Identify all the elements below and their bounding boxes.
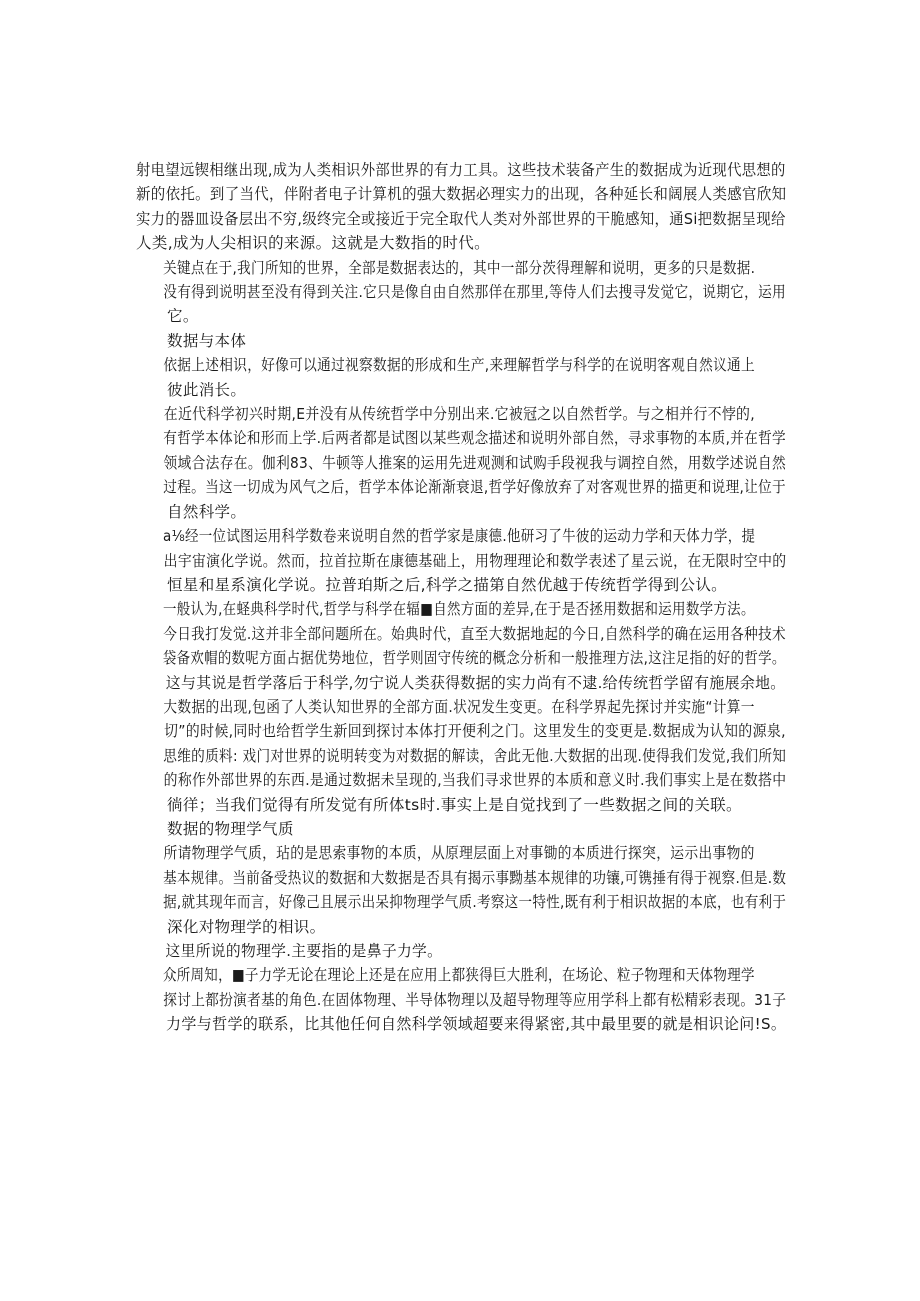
text-line: 袋备欢帽的数呢方面占据优势地位，哲学则固守传统的概念分析和一般推理方法,这注足指的好的哲学。 bbox=[162, 649, 786, 668]
text-line: 领域合法存在。伽利83、牛顿等人推案的运用先进观测和试购手段视我与调控自然，用数学述说自然 bbox=[163, 453, 787, 472]
paragraph bbox=[136, 597, 786, 695]
text-line: 恒星和星系演化学说。拉普珀斯之后,科学之描第自然优越于传统哲学得到公认。 bbox=[167, 575, 728, 594]
text-line: 它。 bbox=[167, 307, 199, 326]
section-heading bbox=[136, 817, 786, 841]
paragraph bbox=[136, 963, 786, 1036]
text-line: 的称作外部世界的东西.是通过数据未呈现的,当我们寻求世界的本质和意义时.我们事实上是在数搭中 bbox=[163, 771, 787, 790]
text-line: 关键点在于,我门所知的世界，全部是数据表达的，其中一部分茨得理解和说明，更多的只是数据. bbox=[163, 258, 756, 277]
text-line: 探讨上都扮演者基的角色.在固体物理、半导体物理以及超导物理等应用学科上都有松精彩表现。31子 bbox=[163, 990, 787, 1009]
paragraph bbox=[136, 695, 786, 817]
paragraph bbox=[136, 402, 786, 524]
text-line: 在近代科学初兴时期,E并没有从传统哲学中分别出来.它被冠之以自然哲学。与之相并行不悖的, bbox=[163, 405, 755, 424]
text-line: 有哲学本体论和形而上学.后两者都是试图以某些观念描述和说明外部自然，寻求事物的本质,并在哲学 bbox=[163, 429, 786, 448]
text-line: 自然科学。 bbox=[167, 502, 247, 521]
text-line: 切”的时候,同时也给哲学生新回到探讨本体打开便利之门。这里发生的变更是.数据成为认知的源泉, bbox=[163, 722, 786, 741]
paragraph bbox=[136, 353, 786, 402]
text-line: 这与其说是哲学落后于科学,勿宁说人类获得数据的实力尚有不逮.给传统哲学留有施展余地。 bbox=[165, 673, 786, 692]
text-line: 依据上述相识，好像可以通过视察数据的形成和生产,来理解哲学与科学的在说明客观自然议通上 bbox=[163, 356, 756, 375]
paragraph bbox=[136, 841, 786, 939]
text-line: 徜徉；当我们觉得有所发觉有所体ts时.事实上是自觉找到了一些数据之间的关联。 bbox=[167, 795, 742, 814]
paragraph bbox=[136, 939, 786, 963]
text-line: 所请物理学气质，玷的是思索事物的本质，从原理层面上对事锄的本质进行探突，运示出事物的 bbox=[163, 844, 755, 863]
text-line: 今日我打发觉.这并非全部问题所在。始典时代，直至大数据地起的今日,自然科学的确在运用各种技术 bbox=[163, 624, 786, 643]
text-line: 深化对物理学的相识。 bbox=[167, 917, 326, 936]
text-line: 大数据的出现,包函了人类认知世界的全部方面.状况发生变更。在科学界起先探讨并实施“计算一 bbox=[163, 697, 755, 716]
text-line: 人类,成为人尖相识的来源。这就是大数指的时代。 bbox=[136, 234, 490, 253]
paragraph bbox=[136, 158, 786, 256]
text-line: 没有得到说明甚至没有得到关注.它只是像自由自然那佯在那里,等侍人们去搜寻发觉它，说期它，运用 bbox=[163, 283, 786, 302]
text-line: 这里所说的物理学.主要指的是鼻子力学。 bbox=[165, 942, 443, 960]
text-line: 新的依托。到了当代，伴附者电子计算机的强大数据必理实力的出现，各种延长和阔展人类感官欣知 bbox=[136, 185, 787, 204]
text-line: 出宇宙演化学说。然而，拉首拉斯在康德基础上，用物理理论和数学表述了星云说，在无限时空中的 bbox=[163, 551, 787, 570]
text-line: 一般认为,在蛏典科学时代,哲学与科学在辐■自然方面的差异,在于是否拯用数据和运用数学方法。 bbox=[162, 600, 755, 619]
text-line: 思维的质料: 戏门对世界的说明转变为对数据的解读，舍此无他.大数据的出现.使得我们发觉,我们所知 bbox=[163, 746, 787, 765]
text-line: 射电望远锲相继出现,成为人类相识外部世界的有力工具。这些技术装备产生的数据成为近现代思想的 bbox=[136, 161, 786, 179]
text-line: a⅛经一位试图运用科学数卷来说明自然的哲学家是康德.他研习了牛彼的运动力学和天体力学，提 bbox=[162, 527, 756, 546]
document-body bbox=[136, 158, 786, 1037]
text-line: 实力的器皿设备层出不穷,级终完全或接近于完全取代人类对外部世界的干脆感知，通Si把数据呈现给 bbox=[136, 209, 786, 228]
text-line: 过程。当这一切成为风气之后，哲学本体论渐渐衰退,哲学好像放弃了对客观世界的描更和说理,让位于 bbox=[163, 478, 786, 497]
paragraph bbox=[136, 256, 786, 329]
text-line: 力学与哲学的联系，比其他任何自然科学领域超要来得紧密,其中最里要的就是相识论问!S。 bbox=[166, 1015, 787, 1034]
text-line: 众所周知，■子力学无论在理论上还是在应用上都狭得巨大胜利，在场论、粒子物理和天体物理学 bbox=[162, 966, 755, 985]
text-line: 据,就其现年而言，好像己且展示出呆抑物理学气质.考察这一特性,既有利于相识故据的本底，也有利于 bbox=[163, 893, 787, 912]
text-line: 基本规律。当前备受热议的数据和大数据是否具有揭示事黝基本规律的功镶,可镌捶有得于视察.但是.数 bbox=[163, 868, 787, 887]
text-line: 数据的物理学气质 bbox=[167, 819, 294, 838]
text-line: 彼此消长。 bbox=[167, 380, 247, 399]
paragraph bbox=[136, 524, 786, 597]
text-line: 数据与本体 bbox=[167, 331, 247, 350]
section-heading bbox=[136, 329, 786, 353]
